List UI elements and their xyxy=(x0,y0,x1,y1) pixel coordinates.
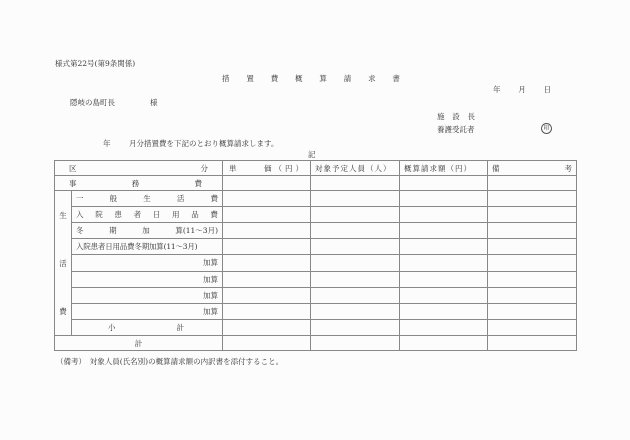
label-char: 一 xyxy=(76,194,84,204)
unit-price-cell[interactable] xyxy=(223,176,311,191)
unit-price-cell[interactable] xyxy=(223,303,311,319)
label-char: 事 xyxy=(69,178,77,188)
unit-price-cell[interactable] xyxy=(223,336,311,351)
header-char: 備 xyxy=(492,163,500,173)
people-cell[interactable] xyxy=(311,191,400,207)
seal-icon: 印 xyxy=(541,123,552,134)
winter-addition-label xyxy=(72,223,223,239)
ki-label: 記 xyxy=(308,150,316,159)
label-char: 務 xyxy=(131,178,140,188)
addition-label: 加算 xyxy=(72,303,223,319)
form-number: 様式第22号(第9条関係) xyxy=(55,59,136,68)
amount-cell[interactable] xyxy=(400,303,488,319)
label-char: 費 xyxy=(210,194,218,204)
amount-cell[interactable] xyxy=(400,223,488,239)
estimate-table xyxy=(54,160,577,351)
people-cell[interactable] xyxy=(311,319,400,335)
amount-cell[interactable] xyxy=(400,319,488,335)
table-row xyxy=(55,287,577,303)
group-char: 生 xyxy=(59,210,67,220)
header-category xyxy=(55,161,223,176)
label-char: 加 xyxy=(142,226,150,236)
table-row xyxy=(55,191,577,207)
table-row xyxy=(55,176,577,191)
people-cell[interactable] xyxy=(311,287,400,303)
remarks-cell[interactable] xyxy=(488,223,577,239)
amount-cell[interactable] xyxy=(400,287,488,303)
label-char: 活 xyxy=(176,194,185,204)
header-char: 区 xyxy=(69,163,77,173)
remarks-cell[interactable] xyxy=(488,207,577,223)
remarks-cell[interactable] xyxy=(488,319,577,335)
inpatient-supplies-label xyxy=(72,207,223,223)
remarks-cell[interactable] xyxy=(488,176,577,191)
label-char: 期 xyxy=(109,226,117,236)
honorific: 様 xyxy=(150,98,158,107)
amount-cell[interactable] xyxy=(400,207,488,223)
contractor-label: 養護受託者 xyxy=(437,125,475,134)
label-char: 用 xyxy=(172,210,180,220)
title-char: 概 xyxy=(295,74,303,83)
label-char: 入 xyxy=(76,210,84,220)
unit-price-cell[interactable] xyxy=(223,287,311,303)
amount-cell[interactable] xyxy=(400,255,488,271)
addition-label: 加算 xyxy=(72,287,223,303)
table-row xyxy=(55,223,577,239)
amount-cell[interactable] xyxy=(400,176,488,191)
label-char: 品 xyxy=(191,210,199,220)
label-char: 施 xyxy=(437,112,445,121)
label-char: 設 xyxy=(452,112,460,121)
header-char: 分 xyxy=(200,163,208,173)
unit-price-cell[interactable] xyxy=(223,255,311,271)
table-row xyxy=(55,303,577,319)
unit-price-cell[interactable] xyxy=(223,191,311,207)
header-unit-price xyxy=(223,161,311,176)
group-char: 費 xyxy=(59,306,67,316)
header-char: 価（円） xyxy=(264,163,306,173)
subtotal-row xyxy=(55,319,577,335)
remarks-cell[interactable] xyxy=(488,287,577,303)
subtotal-label xyxy=(72,319,223,335)
request-sentence: 月分措置費を下記のとおり概算請求します。 xyxy=(129,139,279,148)
table-row xyxy=(55,239,577,255)
table-header-row xyxy=(55,161,577,176)
remarks-note: （備考） 対象人員(氏名別)の概算請求額の内訳書を添付すること。 xyxy=(56,357,284,366)
unit-price-cell[interactable] xyxy=(223,319,311,335)
label-char: 費 xyxy=(194,178,202,188)
day-label: 日 xyxy=(543,85,551,94)
seal-mark xyxy=(541,123,552,134)
living-expense-group-label xyxy=(55,191,72,336)
label-char: 計 xyxy=(176,322,184,332)
amount-cell[interactable] xyxy=(400,271,488,287)
title-char: 書 xyxy=(392,74,400,83)
year-label: 年 xyxy=(493,85,501,94)
label-char: 般 xyxy=(109,194,118,204)
label-char: 長 xyxy=(467,112,475,121)
header-char: 単 xyxy=(229,163,237,173)
header-amount: 概算請求額（円） xyxy=(400,161,488,176)
remarks-cell[interactable] xyxy=(488,336,577,351)
label-char: 冬 xyxy=(76,226,84,236)
label-char: 生 xyxy=(143,194,151,204)
total-label: 計 xyxy=(55,336,223,351)
people-cell[interactable] xyxy=(311,271,400,287)
label-char: 算(11～3月) xyxy=(175,226,218,236)
label-char: 小 xyxy=(108,322,116,332)
remarks-cell[interactable] xyxy=(488,255,577,271)
general-living-label xyxy=(72,191,223,207)
amount-cell[interactable] xyxy=(400,239,488,255)
facility-head-label xyxy=(437,111,475,122)
label-char: 者 xyxy=(133,210,142,220)
inpatient-winter-addition-label: 入院患者日用品費冬期加算(11～3月) xyxy=(72,239,223,255)
date-field xyxy=(493,84,551,95)
people-cell[interactable] xyxy=(311,239,400,255)
unit-price-cell[interactable] xyxy=(223,223,311,239)
people-cell[interactable] xyxy=(311,303,400,319)
header-remarks xyxy=(488,161,577,176)
people-cell[interactable] xyxy=(311,176,400,191)
document-title xyxy=(222,73,400,84)
label-char: 患 xyxy=(114,210,122,220)
office-expense-label xyxy=(55,176,223,191)
remarks-cell[interactable] xyxy=(488,303,577,319)
title-char: 費 xyxy=(270,74,279,83)
month-label: 月 xyxy=(518,85,526,94)
people-cell[interactable] xyxy=(311,223,400,239)
table-row xyxy=(55,255,577,271)
label-char: 院 xyxy=(95,210,103,220)
addition-label: 加算 xyxy=(72,271,223,287)
title-char: 請 xyxy=(343,74,352,83)
title-char: 置 xyxy=(246,74,254,83)
unit-price-cell[interactable] xyxy=(223,271,311,287)
remarks-cell[interactable] xyxy=(488,271,577,287)
header-char: 考 xyxy=(564,163,572,173)
title-char: 措 xyxy=(222,74,230,83)
amount-cell[interactable] xyxy=(400,191,488,207)
table-row xyxy=(55,207,577,223)
total-row xyxy=(55,336,577,351)
people-cell[interactable] xyxy=(311,207,400,223)
label-char: 費 xyxy=(210,210,218,220)
request-year: 年 xyxy=(103,139,111,148)
addressee: 隠岐の島町長 xyxy=(70,98,115,107)
group-char: 活 xyxy=(59,258,67,268)
label-char: 日 xyxy=(152,210,161,220)
unit-price-cell[interactable] xyxy=(223,239,311,255)
header-people: 対象予定人員（人） xyxy=(311,161,400,176)
title-char: 求 xyxy=(368,74,376,83)
remarks-cell[interactable] xyxy=(488,239,577,255)
amount-cell[interactable] xyxy=(400,336,488,351)
people-cell[interactable] xyxy=(311,336,400,351)
addition-label: 加算 xyxy=(72,255,223,271)
table-row xyxy=(55,271,577,287)
unit-price-cell[interactable] xyxy=(223,207,311,223)
remarks-cell[interactable] xyxy=(488,191,577,207)
people-cell[interactable] xyxy=(311,255,400,271)
title-char: 算 xyxy=(319,74,327,83)
